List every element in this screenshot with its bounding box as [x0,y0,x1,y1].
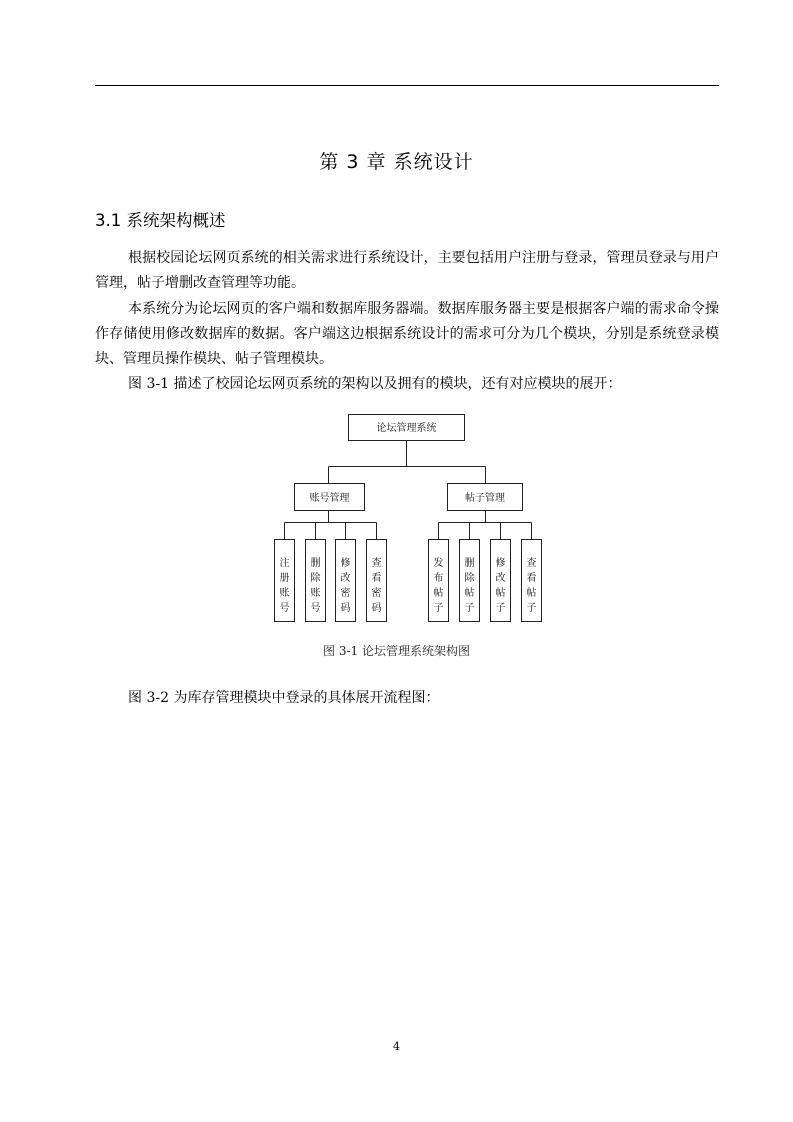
leaf-label: 查看密码 [371,558,382,614]
leaf-label: 修改密码 [340,558,351,614]
leaf-label: 修改帖子 [495,558,506,614]
leaf-label: 查看帖子 [526,558,537,614]
root-node-label: 论坛管理系统 [376,423,437,434]
architecture-diagram [270,412,550,627]
branch-node-label-account: 账号管理 [309,493,350,504]
paragraph-intro: 根据校园论坛网页系统的相关需求进行系统设计，主要包括用户注册与登录，管理员登录与用户管理，帖子增删改查管理等功能。 [95,250,719,291]
paragraph-client-server: 本系统分为论坛网页的客户端和数据库服务器端。数据库服务器主要是根据客户端的需求命令操作存储使用修改数据库的数据。客户端这边根据系统设计的需求可分为几个模块，分别是系统登录模块、管理员操作模块、帖子管理模块。 [95,301,719,367]
header-rule [95,85,719,86]
paragraph-next-figure: 图 3-2 为库存管理模块中登录的具体展开流程图： [128,690,440,706]
paragraph-figure-ref: 图 3-1 描述了校园论坛网页系统的架构以及拥有的模块，还有对应模块的展开： [128,376,622,392]
figure-caption: 图 3-1 论坛管理系统架构图 [323,644,470,658]
architecture-diagram-svg [270,412,550,627]
leaf-label: 删除帖子 [464,558,475,614]
chapter-title: 第 3 章 系统设计 [319,151,474,173]
leaf-label: 发布帖子 [433,558,444,614]
leaf-label: 删除账号 [310,558,321,614]
branch-node-label-post: 帖子管理 [465,493,505,504]
section-title: 3.1 系统架构概述 [95,211,226,230]
leaf-label: 注册账号 [279,558,290,614]
page-number: 4 [393,1040,400,1053]
